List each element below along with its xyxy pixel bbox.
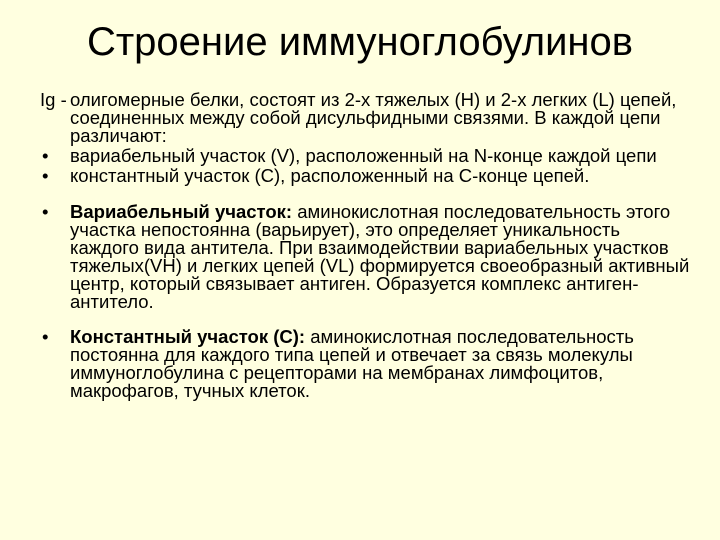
bullet-icon: • (42, 326, 49, 347)
intro-lead: Ig - (40, 89, 67, 110)
list-item-constant (40, 167, 690, 185)
list-item-text: вариабельный участок (V), расположенный на N-конце каждой цепи (70, 145, 657, 166)
section-constant-region (40, 328, 690, 400)
intro-paragraph (40, 91, 690, 145)
bullet-icon: • (42, 201, 49, 222)
section-text: аминокислотная последовательность постоянна для каждого типа цепей и отвечает за связь молекулы иммуноглобулина с рецепторами на мембранах лимфоцитов, макрофагов, тучных клеток. (70, 326, 634, 401)
section-term: Вариабельный участок: (70, 201, 293, 222)
bullet-icon: • (42, 165, 49, 186)
section-term: Константный участок (С): (70, 326, 306, 347)
slide-title: Строение иммуноглобулинов (86, 20, 634, 64)
section-text: аминокислотная последовательность этого участка непостоянна (варьирует), это определяет уникальность каждого вида антитела. При взаимодействии вариабельных участков тяжелых(VH) и легких цепей (VL) формируется своеобразный активный центр, который связывает антиген. Образуется комплекс антиген-антитело. (70, 201, 690, 312)
bullet-icon: • (42, 145, 49, 166)
section-variable-region (40, 203, 690, 311)
intro-text: олигомерные белки, состоят из 2-х тяжелых (H) и 2-х легких (L) цепей, соединенных между собой дисульфидными связями. В каждой цепи различают: (70, 89, 677, 146)
slide-body (40, 91, 690, 400)
list-item-text: константный участок (С), расположенный на С-конце цепей. (70, 165, 590, 186)
list-item-variable (40, 147, 690, 165)
